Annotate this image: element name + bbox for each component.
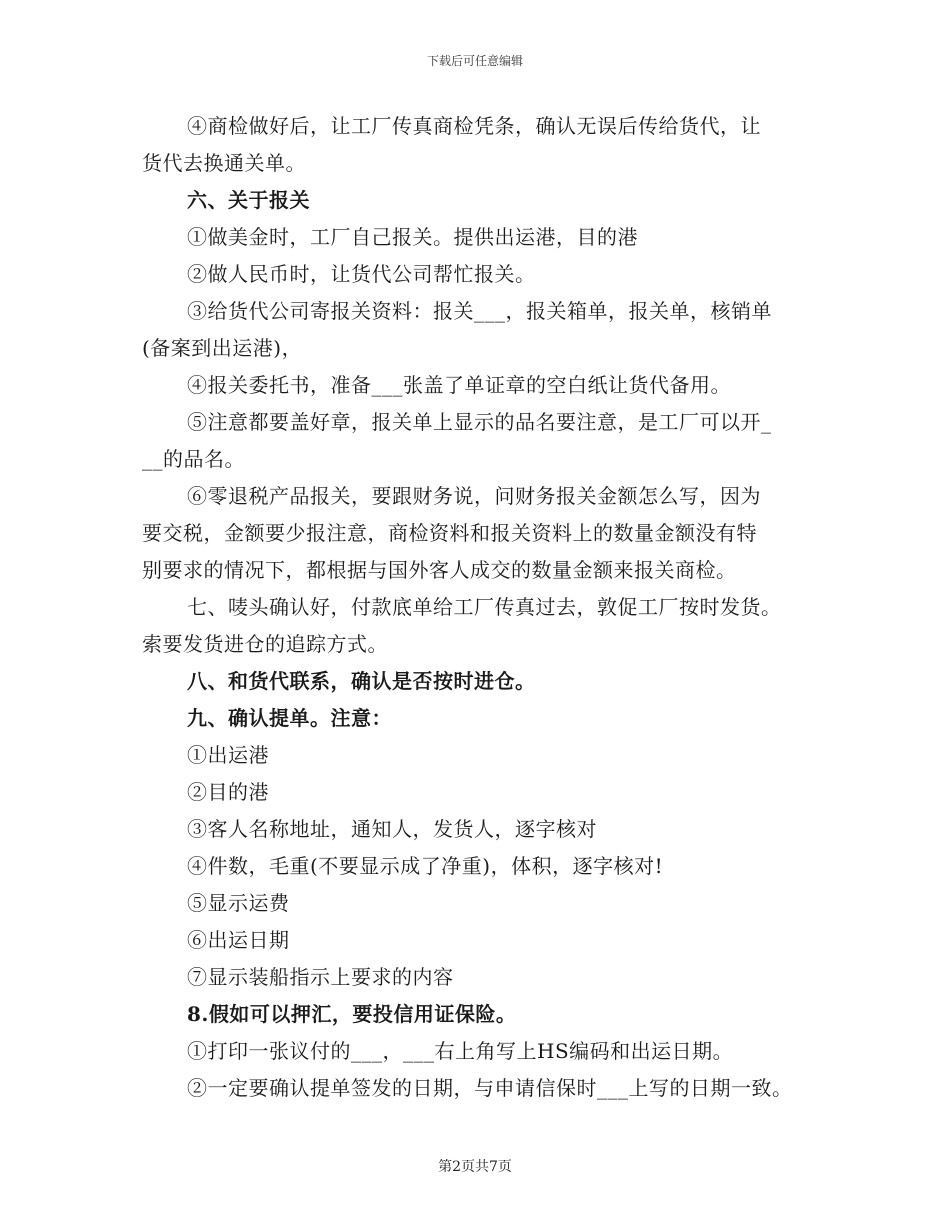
text-line: ③客人名称地址，通知人，发货人，逐字核对 bbox=[187, 817, 597, 841]
text-line: 七、唛头确认好，付款底单给工厂传真过去，敦促工厂按时发货。 bbox=[187, 595, 782, 619]
section-heading: 8.假如可以押汇，要投信用证保险。 bbox=[187, 1002, 517, 1026]
text-line: 别要求的情况下，都根据与国外客人成交的数量金额来报关商检。 bbox=[142, 558, 737, 582]
text-line: ②目的港 bbox=[187, 780, 269, 804]
section-heading: 八、和货代联系，确认是否按时进仓。 bbox=[187, 669, 536, 693]
text-line: ⑤注意都要盖好章，报关单上显示的品名要注意，是工厂可以开_ bbox=[187, 410, 772, 434]
text-line: ⑥出运日期 bbox=[187, 928, 290, 952]
text-line: ③给货代公司寄报关资料：报关___，报关箱单，报关单，核销单 bbox=[187, 299, 772, 323]
text-line: (备案到出运港)， bbox=[142, 336, 303, 360]
text-line: 索要发货进仓的追踪方式。 bbox=[142, 632, 388, 656]
text-line: 货代去换通关单。 bbox=[142, 151, 306, 175]
text-line: ④商检做好后，让工厂传真商检凭条，确认无误后传给货代，让 bbox=[187, 114, 761, 138]
section-heading: 九、确认提单。注意： bbox=[187, 706, 392, 730]
text-line: ⑤显示运费 bbox=[187, 891, 290, 915]
text-line: ⑦显示装船指示上要求的内容 bbox=[187, 965, 454, 989]
text-line: ④报关委托书，准备___张盖了单证章的空白纸让货代备用。 bbox=[187, 373, 731, 397]
text-line: ④件数，毛重(不要显示成了净重)，体积，逐字核对! bbox=[187, 854, 664, 878]
text-line: ②做人民币时，让货代公司帮忙报关。 bbox=[187, 262, 536, 286]
text-line: ②一定要确认提单签发的日期，与申请信保时___上写的日期一致。 bbox=[187, 1076, 793, 1100]
page-footer: 第2页共7页 bbox=[438, 1159, 512, 1175]
text-line: 要交税，金额要少报注意，商检资料和报关资料上的数量金额没有特 bbox=[142, 521, 757, 545]
section-heading: 六、关于报关 bbox=[187, 188, 310, 212]
text-line: ⑥零退税产品报关，要跟财务说，问财务报关金额怎么写，因为 bbox=[187, 484, 761, 508]
text-line: ①做美金时，工厂自己报关。提供出运港，目的港 bbox=[187, 225, 638, 249]
text-line: ①打印一张议付的___，___右上角写上HS编码和出运日期。 bbox=[187, 1039, 734, 1063]
document-body bbox=[142, 108, 832, 1107]
page-header: 下载后可任意编辑 bbox=[426, 54, 523, 68]
text-line: ①出运港 bbox=[187, 743, 269, 767]
text-line: __的品名。 bbox=[142, 447, 245, 471]
